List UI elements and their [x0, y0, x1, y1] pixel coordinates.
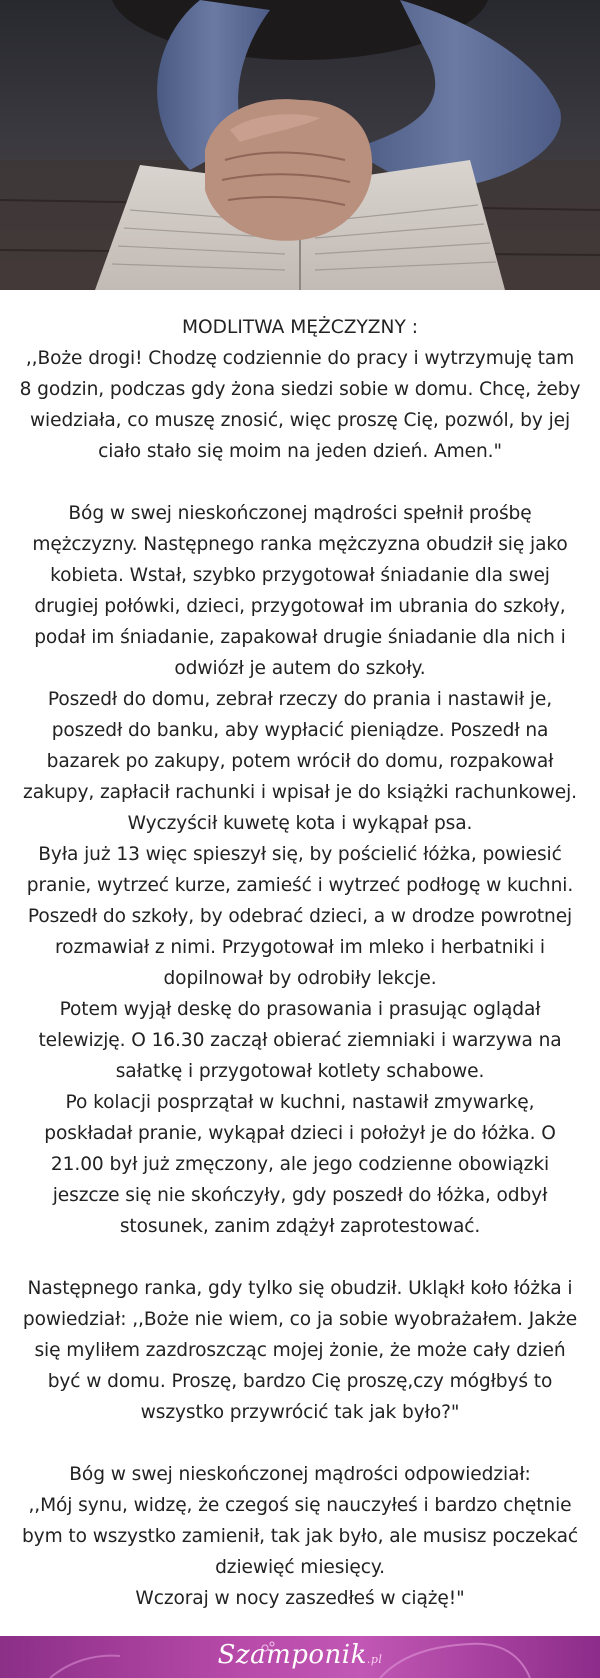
- paragraph-gap: [0, 1428, 600, 1459]
- paragraph-night: Po kolacji posprzątał w kuchni, nastawił zmywarkę, poskładał pranie, wykąpał dzieci i położył je do łóżka. O 21.00 był już zmęczony, ale jego codzienne obowiązki jeszcze się nie skończyły, gdy poszedł do łóżka, odbył stosunek, zanim zdążył zaprotestować.: [44, 1092, 556, 1237]
- site-logo: [0, 1640, 600, 1670]
- paragraph-prayer: ,,Boże drogi! Chodzę codziennie do pracy i wytrzymuję tam 8 godzin, podczas gdy żona siedzi sobie w domu. Chcę, żeby wiedziała, co muszę znosić, więc proszę Cię, pozwól, by jej ciało stało się moim na jeden dzień. Amen.": [19, 348, 581, 462]
- paragraph-gap: [0, 1242, 600, 1273]
- article-body: [0, 290, 600, 1635]
- praying-hands-photo-icon: [0, 0, 600, 290]
- paragraph-answer: Bóg w swej nieskończonej mądrości odpowiedział: ,,Mój synu, widzę, że czegoś się nauczyłeś i bardzo chętnie bym to wszystko zamienił, tak jak było, ale musisz poczekać dziewięć miesięcy. Wczoraj w nocy zaszedłeś w ciążę!": [21, 1464, 579, 1609]
- paragraph-evening: Potem wyjął deskę do prasowania i prasując oglądał telewizję. O 16.30 zaczął obierać ziemniaki i warzywa na sałatkę i przygotował kotlety schabowe.: [38, 999, 562, 1082]
- site-logo-text: Szamponik: [217, 1640, 367, 1670]
- header-photo: [0, 0, 600, 290]
- article-heading: MODLITWA MĘŻCZYZNY :: [182, 317, 418, 338]
- paragraph-next-morning: Następnego ranka, gdy tylko się obudził. Ukląkł koło łóżka i powiedział: ,,Boże nie wiem, co ja sobie wyobrażałem. Jakże się myliłem zazdroszcząc mojej żonie, że może cały dzień być w domu. Proszę, bardzo Cię proszę,czy mógłbyś to wszystko przywrócić tak jak było?": [22, 1278, 578, 1423]
- paragraph-afternoon: Była już 13 więc spieszył się, by pościelić łóżka, powiesić pranie, wytrzeć kurze, zamieść i wytrzeć podłogę w kuchni. Poszedł do szkoły, by odebrać dzieci, a w drodze powrotnej rozmawiał z nimi. Przygotował im mleko i herbatniki i dopilnował by odrobiły lekcje.: [26, 844, 574, 989]
- paragraph-errands: Poszedł do domu, zebrał rzeczy do prania i nastawił je, poszedł do banku, aby wypłacić pieniądze. Poszedł na bazarek po zakupy, potem wrócił do domu, rozpakował zakupy, zapłacił rachunki i wpisał je do książki rachunkowej. Wyczyścił kuwetę kota i wykąpał psa.: [23, 689, 577, 834]
- paragraph-transformation: Bóg w swej nieskończonej mądrości spełnił prośbę mężczyzny. Następnego ranka mężczyzna obudził się jako kobieta. Wstał, szybko przygotował śniadanie dla swej drugiej połówki, dzieci, przygotował im ubrania do szkoły, podał im śniadanie, zapakował drugie śniadanie dla nich i odwiózł je autem do szkoły.: [32, 503, 568, 679]
- site-footer-banner: [0, 1636, 600, 1678]
- site-logo-suffix: .pl: [366, 1653, 383, 1666]
- paragraph-gap: [0, 467, 600, 498]
